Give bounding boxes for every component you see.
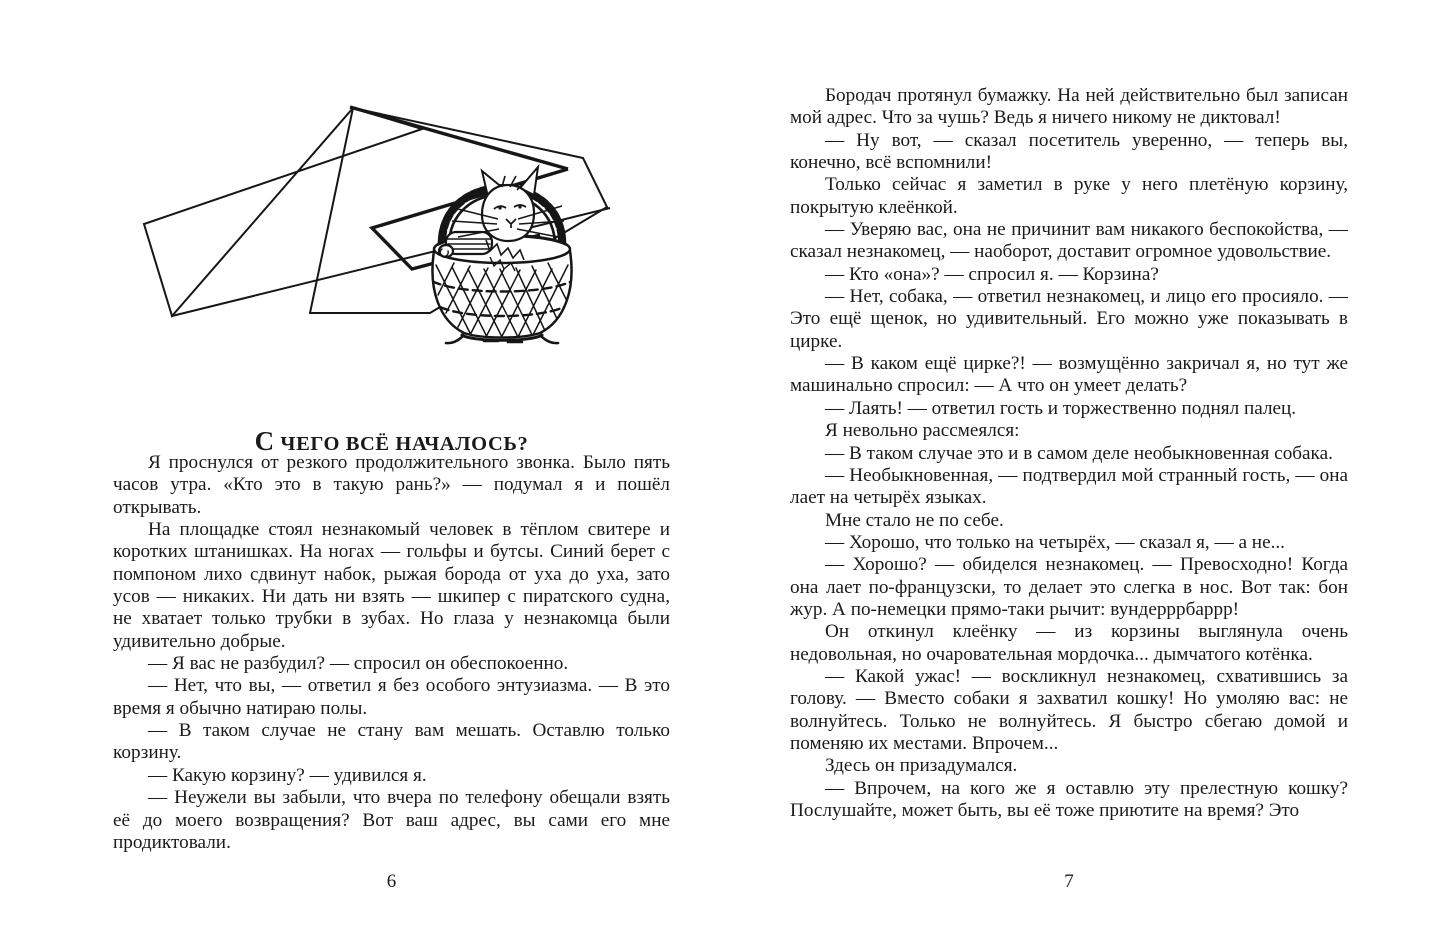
paragraph: Мне стало не по себе. [825, 509, 1004, 531]
kitten-basket-illustration [110, 85, 670, 347]
paragraph: — Нет, собака, — ответил незнакомец, и лицо его просияло. — Это ещё щенок, но удивительный. Его можно уже показывать в цирке. [790, 286, 1348, 352]
page-number: 6 [386, 871, 397, 892]
paragraph: — В каком ещё цирке?! — возмущённо закричал я, но тут же машинально спросил: — А что он умеет делать? [790, 353, 1348, 397]
chapter-title-rest: ЧЕГО ВСЁ НАЧАЛОСЬ? [274, 433, 529, 456]
chapter-title-initial: С [254, 426, 275, 457]
paragraph: Здесь он призадумался. [825, 755, 1018, 777]
paragraph: — Нет, что вы, — ответил я без особого энтузиазма. — В это время я обычно натираю полы. [113, 675, 670, 719]
paragraph: — Хорошо, что только на четырёх, — сказал я, — а не... [825, 531, 1285, 553]
paragraph: — Неужели вы забыли, что вчера по телефону обещали взять её до моего возвращения? Вот ваш адрес, вы сами его мне продиктовали. [113, 787, 670, 853]
right-page-text [790, 85, 1348, 822]
paragraph: Бородач протянул бумажку. На ней действительно был записан мой адрес. Что за чушь? Ведь я ничего никому не диктовал! [790, 85, 1348, 129]
page-number: 7 [1064, 871, 1074, 892]
paragraph: — Я вас не разбудил? — спросил он обеспокоенно. [148, 653, 569, 675]
paragraph: — Необыкновенная, — подтвердил мой странный гость, — она лает на четырёх языках. [790, 464, 1348, 509]
paragraph: — Лаять! — ответил гость и торжественно поднял палец. [825, 397, 1297, 419]
paragraph: Он откинул клеёнку — из корзины выглянула очень недовольная, но очаровательная мордочка... дымчатого котёнка. [790, 621, 1348, 665]
paragraph: — В таком случае это и в самом деле необыкновенная собака. [825, 442, 1333, 464]
paragraph: На площадке стоял незнакомый человек в тёплом свитере и коротких штанишках. На ногах — гольфы и бутсы. Синий берет с помпоном лихо сдвинут набок, рыжая борода от уха до уха, зато усов — никаких. Ни дать ни взять — шкипер с пиратского судна, не хватает только трубки в зубах. Но глаза у незнакомца были удивительно добрые. [113, 519, 670, 652]
paragraph: — Хорошо? — обиделся незнакомец. — Превосходно! Когда она лает по-французски, то делает это слегка в нос. Вот так: бон жур. А по-немецки прямо-таки рычит: вундерррбаррр! [790, 554, 1348, 620]
paragraph: — Ну вот, — сказал посетитель уверенно, — теперь вы, конечно, всё вспомнили! [790, 129, 1348, 174]
paragraph: — Какой ужас! — воскликнул незнакомец, схватившись за голову. — Вместо собаки я захватил кошку! Но умоляю вас: не волнуйтесь. Только не волнуйтесь. Я быстро сбегаю домой и поменяю их местами. Впрочем... [790, 665, 1348, 754]
paragraph: — Кто «она»? — спросил я. — Корзина? [825, 263, 1159, 285]
paragraph: Я проснулся от резкого продолжительного звонка. Было пять часов утра. «Кто это в такую рань?» — подумал я и пошёл открывать. [113, 452, 670, 518]
paragraph: Я невольно рассмеялся: [825, 420, 1020, 442]
paragraph: — Какую корзину? — удивился я. [148, 764, 427, 786]
paragraph: — В таком случае не стану вам мешать. Оставлю только корзину. [113, 720, 670, 764]
left-page-text [113, 452, 670, 854]
paragraph: Только сейчас я заметил в руке у него плетёную корзину, покрытую клеёнкой. [790, 174, 1348, 218]
paragraph: — Впрочем, на кого же я оставлю эту прелестную кошку? Послушайте, может быть, вы её тоже приютите на время? Это [790, 777, 1348, 821]
paragraph: — Уверяю вас, она не причинит вам никакого беспокойства, — сказал незнакомец, — наоборот, доставит огромное удовольствие. [790, 219, 1348, 263]
